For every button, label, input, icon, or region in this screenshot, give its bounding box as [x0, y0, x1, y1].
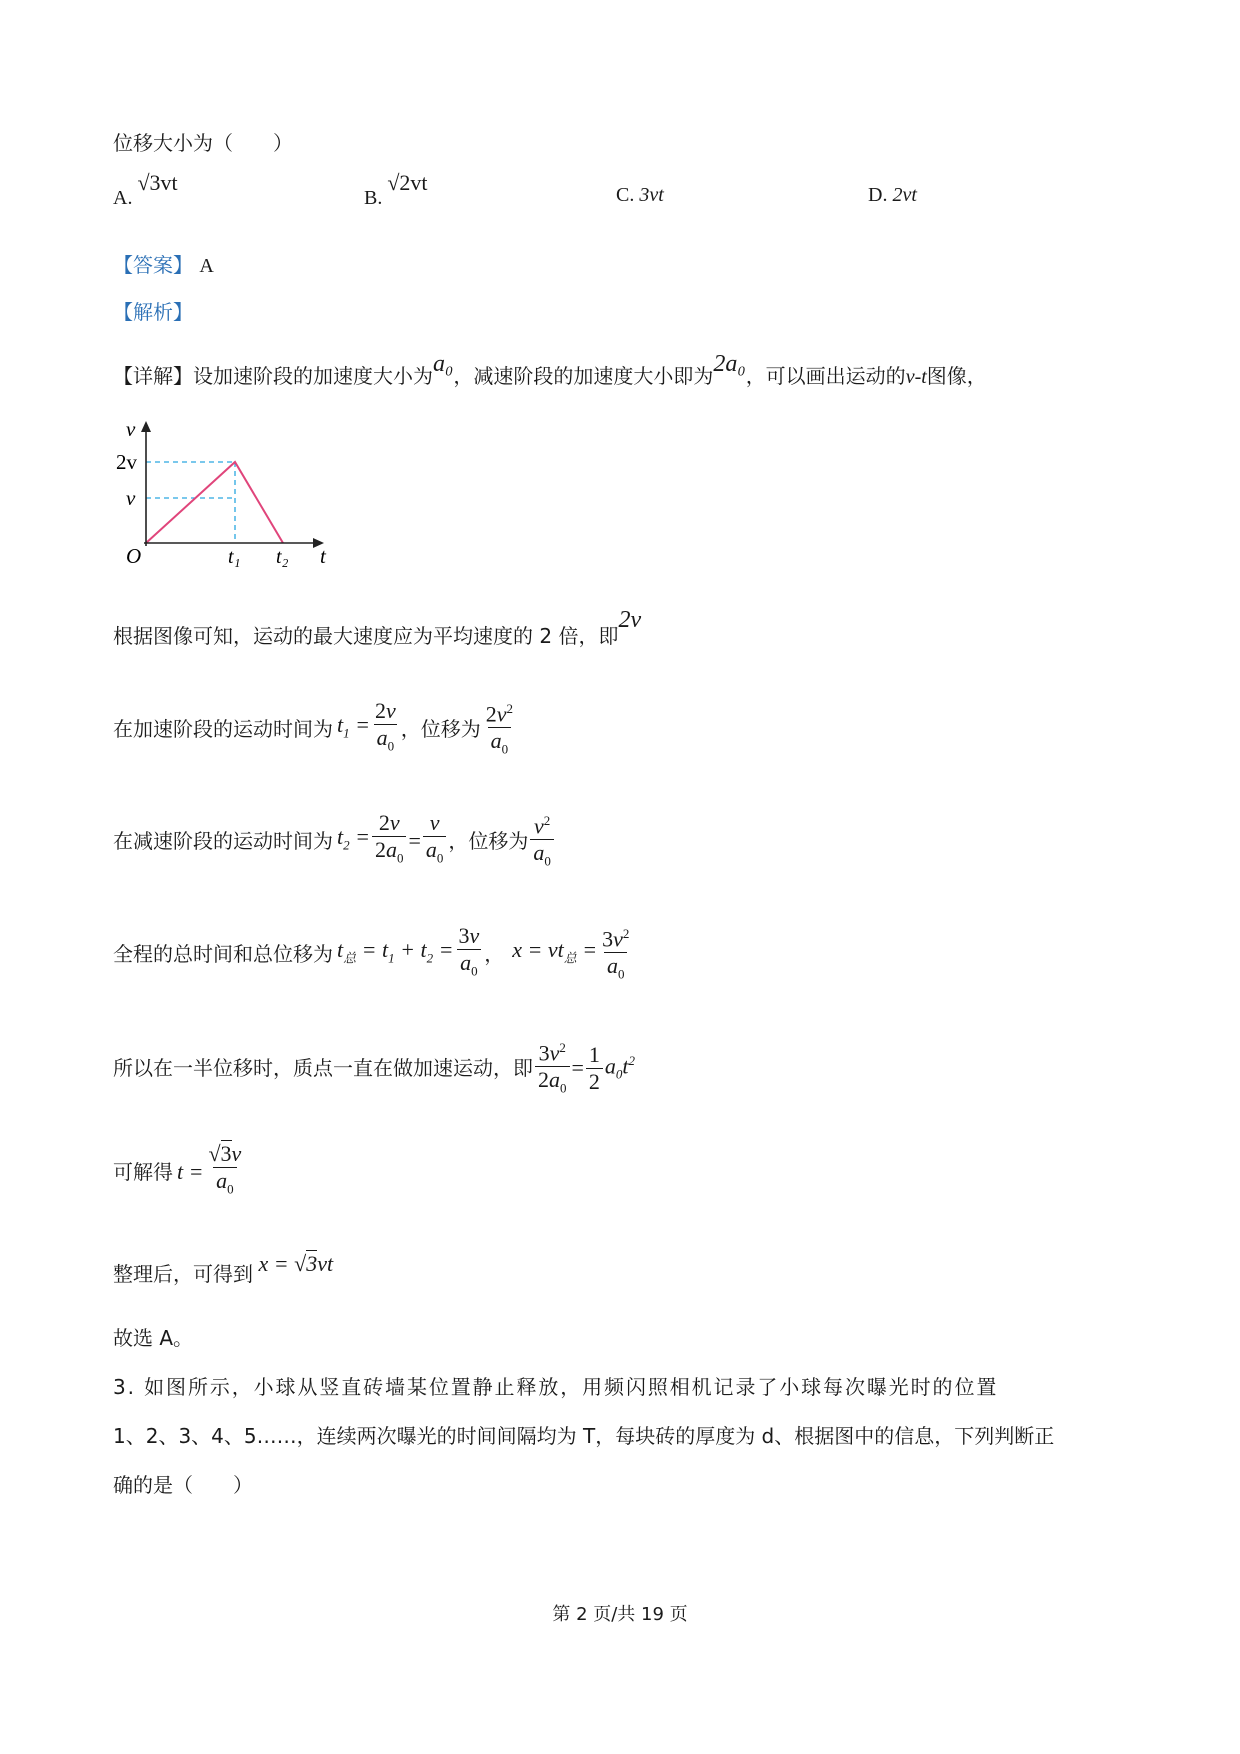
v-axis-arrow [141, 421, 151, 432]
q3-line2: 1、2、3、4、5……，连续两次曝光的时间间隔均为 T，每块砖的厚度为 d、根据图中的信息，下列判断正 [113, 1424, 1055, 1448]
v-axis-label: v [126, 418, 136, 441]
line-half: 所以在一半位移时，质点一直在做加速运动，即 $\frac{3v^2}{2a_0}$ = $\frac{1}{2}$ $a_0t^2$ [113, 1031, 635, 1105]
analysis-tag: 【解析】 [113, 300, 193, 324]
line-solve: 可解得 t = $\frac{√3v}{a_0}$ [113, 1136, 246, 1208]
option-a-expr: √3vt [137, 170, 178, 195]
t1-label: t₁ [228, 546, 241, 568]
t-axis-label: t [320, 544, 326, 568]
answer-tag: 【答案】 [113, 253, 193, 277]
origin-label: O [126, 544, 142, 568]
vt-graph [108, 418, 340, 578]
line-decel: 在减速阶段的运动时间为 $t_2$ = $\frac{2v}{2a_0}$ = $\frac{v}{a_0}$ ，位移为 $\frac{v^2}{a_0}$ [113, 806, 556, 876]
page-footer: 第 2 页/共 19 页 [552, 1604, 688, 1625]
two-v-label: 2v [116, 450, 137, 474]
q3-line3: 确的是（ ） [113, 1473, 253, 1497]
option-d[interactable]: D. 2vt [868, 184, 917, 206]
line-choose: 故选 A。 [113, 1326, 194, 1350]
v-label: v [126, 486, 136, 510]
line-max-speed: 根据图像可知，运动的最大速度应为平均速度的 2 倍，即2v [113, 607, 642, 648]
velocity-line [146, 462, 283, 543]
option-b[interactable]: B. √2vt [364, 170, 428, 209]
line-result: 整理后，可得到 x = √3vt [113, 1251, 334, 1286]
two-v-expr: 2v [618, 607, 642, 633]
detail-line: 【详解】设加速阶段的加速度大小为a₀，减速阶段的加速度大小即为2a₀，可以画出运动的v-t图像， [113, 351, 987, 388]
answer-line [113, 253, 214, 278]
t2-label: t₂ [276, 546, 289, 568]
option-b-expr: √2vt [387, 170, 428, 195]
option-d-expr: 2vt [892, 184, 917, 206]
two-a0-symbol: 2a₀ [713, 351, 746, 377]
line-total: 全程的总时间和总位移为 $t_总 = t_1 + t_2$ = $\frac{3v}{a_0}$ ， $x = vt_总$ = $\frac{3v^2}{a_0}$ [113, 919, 634, 989]
question-tail: 位移大小为（ ） [113, 131, 293, 155]
q3-line1: 3. 如图所示，小球从竖直砖墙某位置静止释放，用频闪照相机记录了小球每次曝光时的位置 [113, 1375, 999, 1399]
answer-value: A [199, 255, 214, 277]
line-accel: 在加速阶段的运动时间为 $t_1$ = $\frac{2v}{a_0}$ ，位移为 $\frac{2v^2}{a_0}$ [113, 694, 518, 764]
a0-symbol: a₀ [433, 351, 454, 377]
option-a[interactable]: A. √3vt [113, 170, 178, 209]
option-c[interactable]: C. 3vt [616, 184, 664, 206]
option-c-expr: 3vt [639, 184, 664, 206]
